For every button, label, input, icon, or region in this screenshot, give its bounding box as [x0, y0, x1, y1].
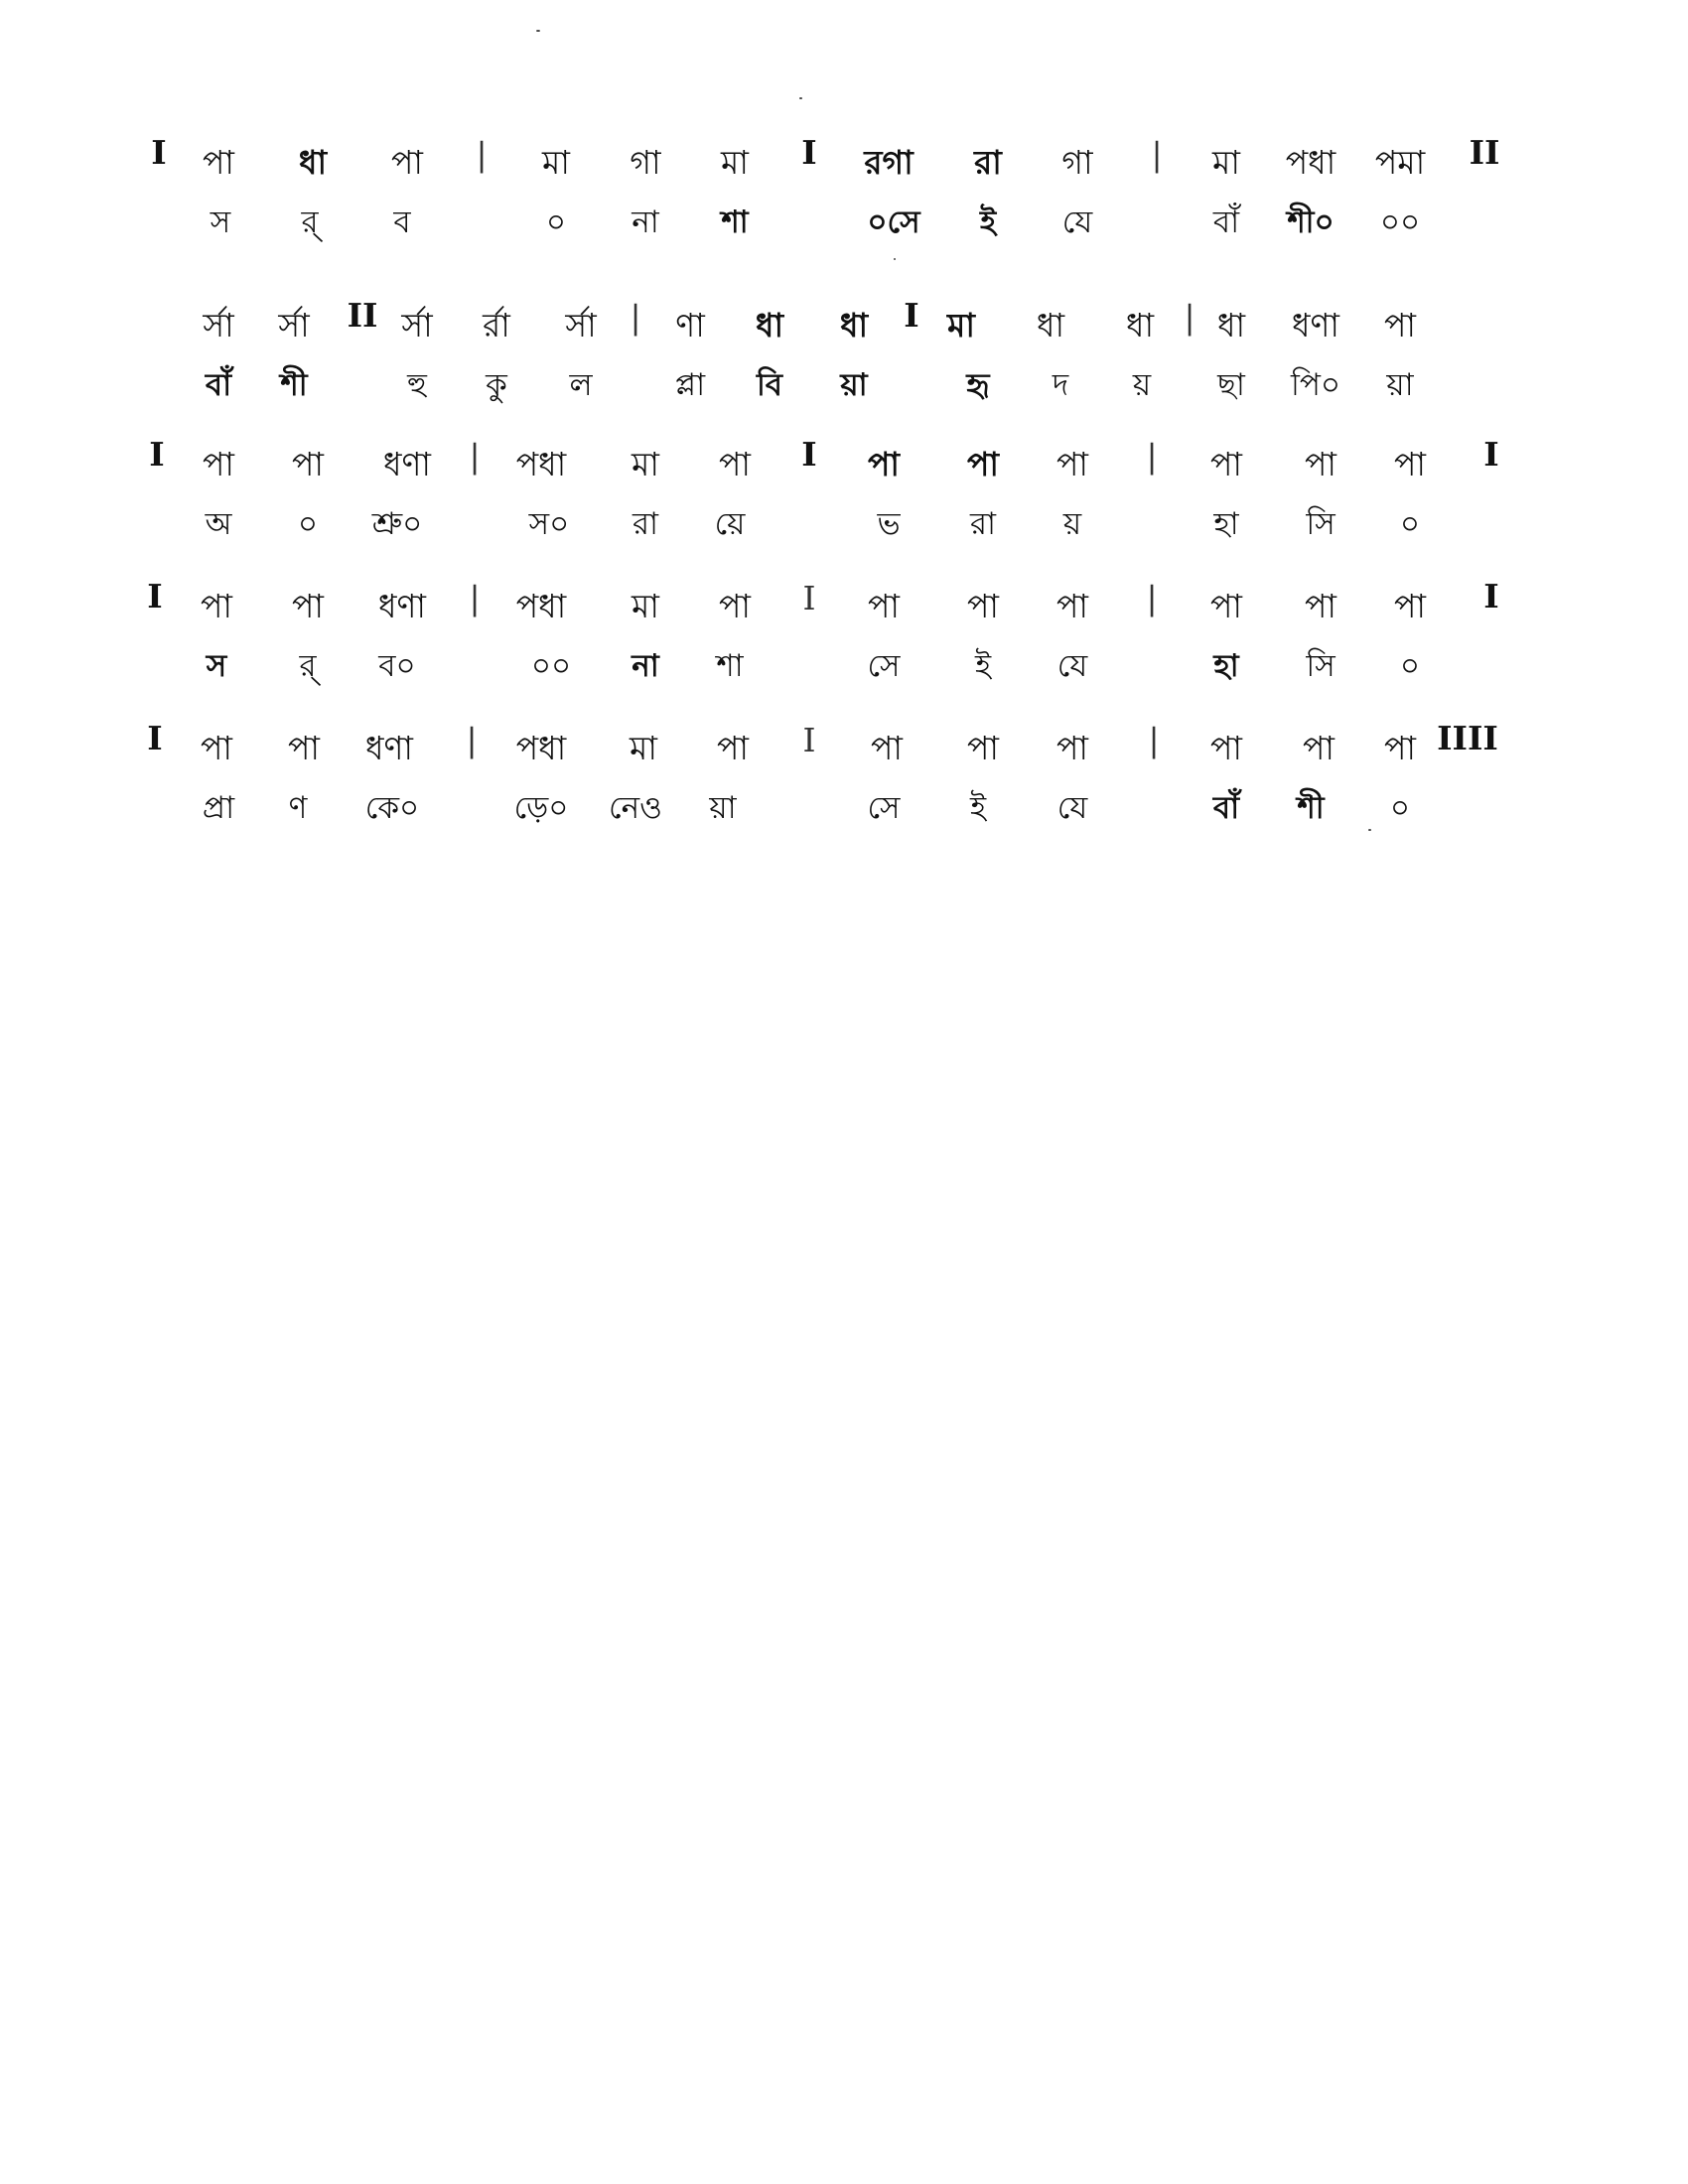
lyric-syllable: ০০	[530, 648, 572, 684]
notation-system-4	[0, 577, 1688, 710]
lyric-syllable: ০	[1399, 506, 1421, 542]
lyric-syllable: ০	[297, 506, 319, 542]
lyric-syllable: শা	[721, 205, 749, 240]
swara-note: পধা	[515, 729, 567, 767]
lyric-syllable: র্	[299, 648, 317, 684]
swara-note: ধণা	[377, 587, 427, 625]
beat-divider: |	[476, 135, 488, 174]
bar-line: I	[802, 579, 816, 617]
notation-system-2	[0, 296, 1688, 429]
swara-note: পা	[868, 587, 900, 625]
swara-note: র্সা	[401, 306, 433, 344]
scan-speck	[799, 97, 802, 99]
swara-note: র্সা	[278, 306, 310, 344]
lyric-syllable: ড়ে০	[513, 790, 569, 826]
swara-note: গা	[630, 143, 661, 182]
bar-line: I	[801, 133, 817, 172]
beat-divider: |	[1151, 135, 1163, 174]
swara-note: ধা	[1125, 306, 1155, 344]
bar-line: I	[147, 577, 163, 615]
lyric-row	[0, 500, 1688, 560]
swara-row	[0, 435, 1688, 498]
lyric-syllable: ০	[545, 205, 567, 240]
lyric-syllable: হৃ	[966, 367, 990, 403]
lyric-syllable: বাঁ	[205, 367, 232, 403]
lyric-syllable: কে০	[364, 790, 420, 826]
beat-divider: |	[469, 579, 481, 617]
swara-note: গা	[1061, 143, 1093, 182]
lyric-syllable: ০	[1399, 648, 1421, 684]
bar-line: I	[149, 435, 165, 474]
swara-note: মা	[542, 143, 570, 182]
swara-note: পা	[201, 729, 232, 767]
swara-note: পা	[1056, 587, 1088, 625]
swara-note: ধণা	[382, 445, 432, 483]
scan-speck	[536, 30, 540, 32]
swara-note: পা	[719, 587, 751, 625]
double-bar-line: II	[1469, 133, 1500, 172]
lyric-syllable: সি	[1306, 506, 1336, 542]
swara-note: পা	[288, 729, 320, 767]
swara-note: ধণা	[364, 729, 414, 767]
swara-row	[0, 577, 1688, 640]
swara-note: পা	[203, 445, 234, 483]
swara-note: পা	[1210, 587, 1242, 625]
swara-note: পা	[868, 445, 900, 483]
lyric-syllable: নেও	[609, 790, 662, 826]
lyric-syllable: র্	[301, 205, 319, 240]
swara-note: পা	[391, 143, 423, 182]
swara-note: পা	[967, 729, 999, 767]
swara-note: মা	[630, 729, 657, 767]
swara-note: র্সা	[203, 306, 234, 344]
lyric-syllable: বাঁ	[1212, 790, 1240, 826]
lyric-syllable: য়া	[840, 367, 868, 403]
lyric-syllable: ল	[569, 367, 593, 403]
swara-note: পা	[1305, 445, 1336, 483]
beat-divider: |	[1184, 298, 1196, 337]
lyric-syllable: য়া	[1386, 367, 1414, 403]
lyric-syllable: হা	[1213, 506, 1239, 542]
beat-divider: |	[1146, 579, 1158, 617]
notation-system-3	[0, 435, 1688, 568]
swara-note: পা	[1056, 445, 1088, 483]
lyric-syllable: সে	[867, 790, 901, 826]
bar-line: I	[147, 719, 163, 757]
lyric-syllable: শ্রু০	[371, 506, 423, 542]
lyric-syllable: প্রা	[202, 790, 235, 826]
bar-line: I	[1483, 435, 1499, 474]
bar-line: I	[904, 296, 919, 335]
swara-note: ধা	[298, 143, 328, 182]
swara-note: ধা	[1036, 306, 1065, 344]
lyric-row	[0, 199, 1688, 258]
bar-line: I	[151, 133, 167, 172]
lyric-syllable: অ	[205, 506, 232, 542]
swara-row	[0, 296, 1688, 359]
swara-note: পা	[1394, 587, 1426, 625]
swara-note: পা	[967, 445, 999, 483]
bar-line: I	[802, 721, 816, 759]
beat-divider: |	[469, 437, 481, 476]
swara-note: ধণা	[1291, 306, 1340, 344]
beat-divider: |	[1148, 721, 1160, 759]
bar-line: I	[1483, 577, 1499, 615]
swara-note: পা	[203, 143, 234, 182]
swara-note: পা	[1303, 729, 1335, 767]
swara-note: র্সা	[565, 306, 597, 344]
notation-system-1	[0, 133, 1688, 266]
swara-note: পা	[1210, 729, 1242, 767]
lyric-syllable: শী	[1297, 790, 1325, 826]
swara-note: পা	[1384, 306, 1416, 344]
notation-system-5	[0, 719, 1688, 852]
lyric-syllable: সি	[1306, 648, 1336, 684]
lyric-syllable: ই	[969, 790, 987, 826]
lyric-syllable: ব০	[378, 648, 416, 684]
swara-note: মা	[947, 306, 975, 344]
swara-note: রা	[974, 143, 1002, 182]
swara-note: পধা	[515, 587, 567, 625]
swara-note: মা	[721, 143, 749, 182]
swara-note: মা	[632, 587, 659, 625]
lyric-syllable: প্লা	[674, 367, 706, 403]
lyric-row	[0, 642, 1688, 702]
lyric-syllable: শী০	[1287, 205, 1335, 240]
swara-note: ধা	[839, 306, 869, 344]
lyric-syllable: ভ	[877, 506, 901, 542]
lyric-syllable: বি	[756, 367, 783, 403]
lyric-syllable: ই	[974, 648, 992, 684]
lyric-syllable: ০	[1389, 790, 1411, 826]
swara-note: র্রা	[483, 306, 510, 344]
swara-note: ধা	[1216, 306, 1246, 344]
lyric-syllable: বাঁ	[1212, 205, 1240, 240]
lyric-syllable: স০	[528, 506, 570, 542]
swara-note: পা	[1210, 445, 1242, 483]
swara-note: পধা	[1285, 143, 1336, 182]
swara-note: পা	[292, 445, 324, 483]
swara-note: পা	[871, 729, 903, 767]
lyric-syllable: য়	[1062, 506, 1082, 542]
lyric-syllable: রা	[632, 506, 659, 542]
lyric-syllable: যে	[1056, 790, 1088, 826]
lyric-syllable: কু	[486, 367, 507, 403]
swara-note: মা	[632, 445, 659, 483]
bar-line: I	[801, 435, 817, 474]
lyric-syllable: ই	[979, 205, 997, 240]
swara-note: পা	[719, 445, 751, 483]
lyric-syllable: রা	[969, 506, 997, 542]
beat-divider: |	[630, 298, 641, 337]
swara-note: পমা	[1374, 143, 1426, 182]
lyric-syllable: ০০	[1379, 205, 1421, 240]
lyric-syllable: ণ	[288, 790, 308, 826]
lyric-syllable: সে	[867, 648, 901, 684]
swara-note: রগা	[864, 143, 914, 182]
swara-row	[0, 133, 1688, 197]
lyric-syllable: স	[210, 205, 231, 240]
lyric-syllable: শী	[280, 367, 308, 403]
lyric-syllable: ০সে	[867, 205, 920, 240]
swara-note: পা	[967, 587, 999, 625]
beat-divider: |	[466, 721, 478, 759]
swara-note: পা	[1305, 587, 1336, 625]
lyric-syllable: না	[632, 648, 659, 684]
lyric-syllable: ব	[393, 205, 411, 240]
lyric-syllable: ছা	[1217, 367, 1245, 403]
lyric-syllable: পি০	[1290, 367, 1341, 403]
swara-note: ধা	[755, 306, 784, 344]
swara-note: পা	[292, 587, 324, 625]
swara-note: পা	[717, 729, 749, 767]
lyric-syllable: শা	[716, 648, 744, 684]
lyric-syllable: হা	[1213, 648, 1239, 684]
lyric-syllable: দ	[1052, 367, 1069, 403]
swara-note: পা	[1056, 729, 1088, 767]
lyric-syllable: য়া	[709, 790, 737, 826]
swara-note: ণা	[675, 306, 705, 344]
final-bar-line: IIII	[1437, 719, 1498, 757]
swara-note: পা	[1394, 445, 1426, 483]
double-bar-line: II	[347, 296, 378, 335]
lyric-row	[0, 784, 1688, 844]
swara-row	[0, 719, 1688, 782]
lyric-syllable: যে	[1061, 205, 1093, 240]
lyric-syllable: স	[206, 648, 227, 684]
swara-note: পা	[201, 587, 232, 625]
lyric-syllable: না	[632, 205, 659, 240]
lyric-syllable: হু	[407, 367, 427, 403]
lyric-syllable: য়ে	[714, 506, 746, 542]
swara-note: মা	[1212, 143, 1240, 182]
swara-note: পা	[1384, 729, 1416, 767]
lyric-syllable: যে	[1056, 648, 1088, 684]
lyric-syllable: য়	[1132, 367, 1152, 403]
swara-note: পধা	[515, 445, 567, 483]
beat-divider: |	[1146, 437, 1158, 476]
lyric-row	[0, 361, 1688, 421]
